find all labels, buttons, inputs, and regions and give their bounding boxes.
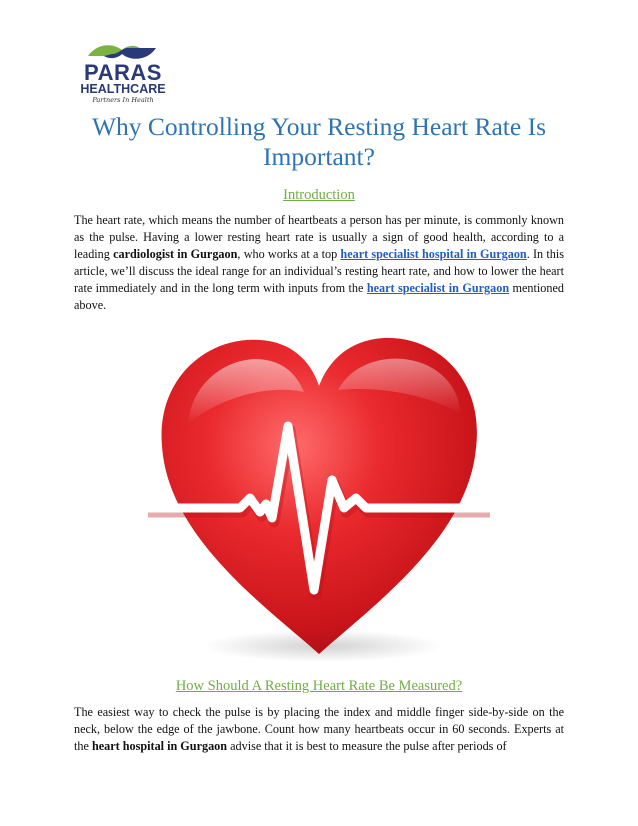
- measure-text-2: advise that it is best to measure the pulse after periods of: [227, 739, 507, 753]
- logo-tagline: Partners In Health: [92, 96, 154, 104]
- heart-specialist-link[interactable]: heart specialist in Gurgaon: [366, 281, 510, 295]
- intro-text-2: , who works at a top: [237, 247, 341, 261]
- introduction-heading-text: Introduction: [283, 187, 355, 203]
- cardiologist-bold: cardiologist in Gurgaon: [113, 247, 238, 261]
- intro-paragraph: [74, 212, 564, 314]
- heart-specialist-hospital-link[interactable]: heart specialist hospital in Gurgaon: [340, 247, 527, 261]
- heart-image: [148, 328, 490, 668]
- intro-text-1: The heart rate, which means the number of heartbeats a person has per minute, is commonly known as the pulse. Having a lower resting heart rate is usually a sign of good health, according to a leading: [74, 213, 564, 261]
- introduction-heading: [0, 186, 638, 204]
- measure-heading-text: How Should A Resting Heart Rate Be Measured?: [175, 678, 463, 694]
- intro-text-4: mentioned above.: [74, 281, 564, 312]
- logo-subtitle: HEALTHCARE: [80, 82, 166, 96]
- heart-hospital-bold: heart hospital in Gurgaon: [91, 739, 228, 753]
- measure-text-1: The easiest way to check the pulse is by placing the index and middle finger side-by-side on the neck, below the edge of the jawbone. Count how many heartbeats occur in 60 seconds. Experts at the: [74, 705, 564, 753]
- paras-healthcare-logo: [74, 38, 170, 110]
- measure-heading: [0, 677, 638, 695]
- heart-ecg-icon: [148, 328, 490, 668]
- logo-wordmark: PARAS: [84, 60, 162, 85]
- measure-paragraph: [74, 704, 564, 755]
- intro-text-3: . In this article, we’ll discuss the ideal range for an individual’s resting heart rate, and how to lower the heart rate immediately and in the long term with inputs from the: [74, 247, 564, 295]
- page-title: Why Controlling Your Resting Heart Rate Is Important?: [91, 112, 546, 171]
